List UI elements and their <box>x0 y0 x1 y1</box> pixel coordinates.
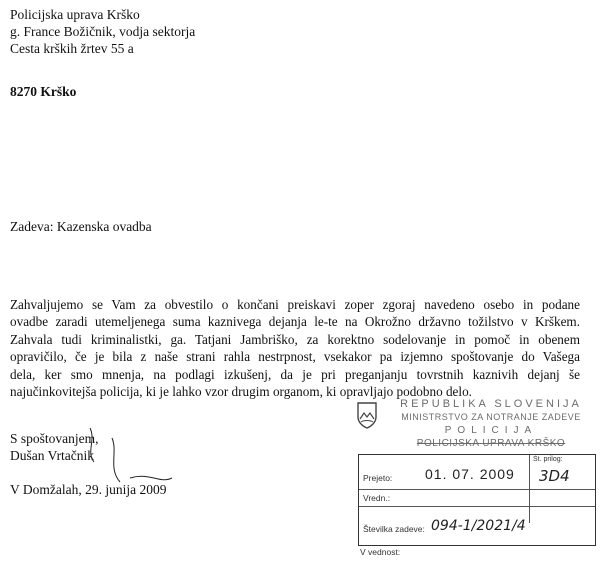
body-line: dela, ker smo mnenja, na podlagi izkušenj, da je pri preganjanju tovrstnih kaznivih dejanj še <box>10 366 580 382</box>
received-label: Prejeto: <box>363 473 393 483</box>
body-line: Zahvaljujemo se Vam za obvestilo o končani preiskavi zoper zgoraj navedeno osebo in podane <box>10 297 580 312</box>
stamp-line-2: MINISTRSTVO ZA NOTRANJE ZADEVE <box>401 412 581 422</box>
vednost-label: V vednost: <box>360 547 401 557</box>
body-line: ovadbe zaradi utemeljenega suma kaznivega dejanja le-te na Okrožno državno tožilstvo v Krškem. <box>10 314 580 330</box>
number-value: 094-1/2021/4 <box>431 518 526 534</box>
body-line: najučinkovitejša policija, ki je lahko vzor drugim organom, ki opravljajo podobno delo. <box>10 384 472 400</box>
recipient-line-1: Policijska uprava Krško <box>10 7 140 22</box>
closing-greeting: S spoštovanjem, <box>10 431 99 446</box>
number-label: Številka zadeve: <box>363 524 425 534</box>
coat-of-arms-icon <box>356 401 378 429</box>
letter-body <box>10 296 580 400</box>
stamp-row-value <box>359 489 595 507</box>
stamp-line-1: REPUBLIKA SLOVENIJA <box>400 398 582 410</box>
count-label: Št. prilog: <box>533 456 563 463</box>
recipient-line-3: Cesta krških žrtev 55 a <box>10 41 134 56</box>
recipient-postal: 8270 Krško <box>10 84 77 99</box>
subject-line: Zadeva: Kazenska ovadba <box>10 219 152 234</box>
count-value: 3D4 <box>539 467 570 485</box>
recipient-line-2: g. France Božičnik, vodja sektorja <box>10 24 196 39</box>
stamp-line-4: POLICIJSKA UPRAVA KRŠKO <box>416 438 566 449</box>
receipt-stamp <box>358 454 596 546</box>
body-line: Zahvala tudi kriminalistki, ga. Tatjani Jambriško, za korektno sodelovanje in pomoč in obenem <box>10 331 580 347</box>
value-label: Vredn.: <box>363 493 391 503</box>
signer-name: Dušan Vrtačnik <box>10 448 95 463</box>
stamp-row-received <box>359 455 595 490</box>
stamp-row-number <box>359 506 595 534</box>
stamp-header <box>386 398 596 450</box>
signature-mark <box>60 418 180 498</box>
stamp-line-3: POLICIJA <box>444 425 538 436</box>
received-date: 01. 07. 2009 <box>425 466 515 482</box>
place-date: V Domžalah, 29. junija 2009 <box>10 482 167 497</box>
body-line: opravičilo, če je bila z naše strani rahla nestrpnost, vsekakor pa izjemno spoštovanje do Vašega <box>10 349 580 365</box>
